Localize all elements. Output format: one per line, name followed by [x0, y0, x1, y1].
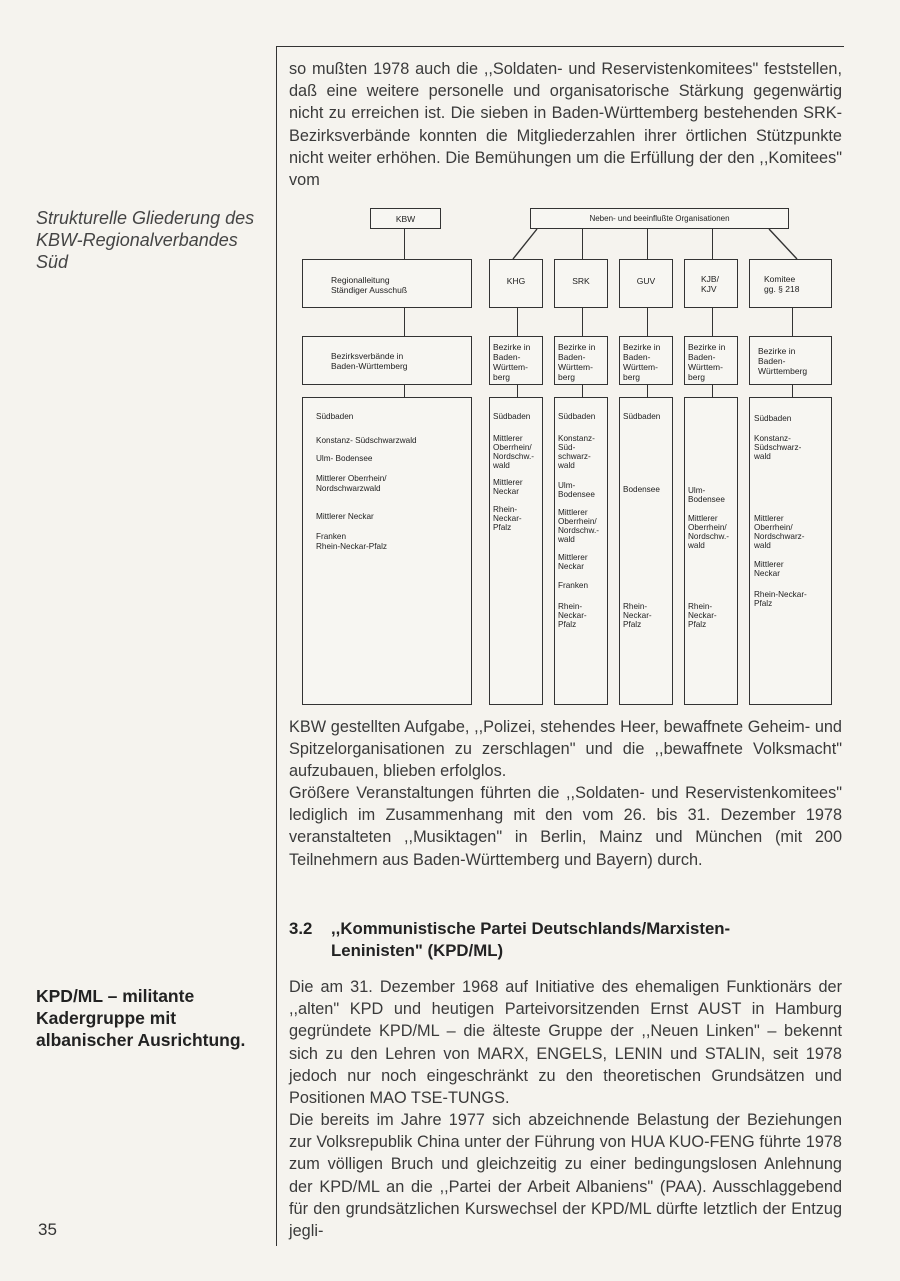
komitee-box	[749, 259, 832, 308]
bezirke-line: Württem-	[558, 362, 593, 372]
list-item: Pfalz	[754, 599, 773, 608]
list-item: Neckar-	[558, 611, 587, 620]
bezirke-line: Bezirke in	[623, 342, 661, 352]
list-item: Mittlerer	[754, 514, 784, 523]
bezirke-line: Württemberg	[758, 366, 808, 376]
bezirke-line: berg	[688, 372, 706, 382]
list-item: Rhein-Neckar-	[754, 590, 807, 599]
khg-label: KHG	[506, 276, 526, 286]
bezirke-line: Bezirke in	[493, 342, 531, 352]
paragraph-bottom-2: Die bereits im Jahre 1977 sich abzeichnende Belastung der Beziehungen zur Volksrepublik China unter der Führung von HUA KUO-FENG führte 1978 zum völligen Bruch und gleichzeitig zu einer bedingungslosen Anlehnung der KPD/ML an die ,,Partei der Arbeit Albaniens" (PAA). Ausschlaggebend für den grundsätzlichen Kurswechsel der KPD/ML dürfte letztlich der Entzug jegli-	[289, 1111, 842, 1241]
bezirke-line: Bezirke in	[558, 342, 596, 352]
srk-label: SRK	[572, 276, 590, 286]
kjb-label-2: KJV	[701, 284, 717, 294]
regionalleitung-box	[302, 259, 472, 308]
list-item: Ulm- Bodensee	[316, 454, 373, 463]
list-item: Bodensee	[623, 485, 660, 494]
list-item: Südbaden	[316, 412, 354, 421]
connector-line	[582, 308, 583, 336]
bezirke-line: Baden-	[558, 352, 586, 362]
kbw-label: KBW	[395, 214, 416, 224]
list-item: Mittlerer	[493, 478, 523, 487]
srk-bezirke-list	[554, 397, 608, 705]
list-item: Südbaden	[558, 412, 596, 421]
list-item: Süd-	[558, 443, 576, 452]
list-item: Rhein-	[688, 602, 713, 611]
bezirksverbaende-label-1: Bezirksverbände in	[331, 351, 404, 361]
list-item: wald	[688, 541, 705, 550]
guv-label: GUV	[636, 276, 656, 286]
kjb-bezirke-box	[684, 336, 738, 385]
list-item: Oberrhein/	[688, 523, 727, 532]
bezirke-line: Bezirke in	[688, 342, 726, 352]
list-item: Mittlerer Oberrhein/	[316, 474, 387, 483]
list-item: wald	[754, 452, 771, 461]
list-item: wald	[754, 541, 771, 550]
list-item: Rhein-Neckar-Pfalz	[316, 542, 387, 551]
neben-box	[530, 208, 789, 229]
list-item: Konstanz- Südschwarzwald	[316, 436, 417, 445]
connector-line	[792, 385, 793, 397]
connector-line	[517, 385, 518, 397]
komitee-label-1: Komitee	[764, 274, 796, 284]
list-item: Franken	[558, 581, 589, 590]
list-item: Neckar-	[493, 514, 522, 523]
bezirke-line: Bezirke in	[758, 346, 796, 356]
connector-line	[404, 385, 405, 397]
column-divider	[276, 46, 277, 1246]
kjb-bezirke-list	[684, 397, 738, 705]
regionalleitung-label-2: Ständiger Ausschuß	[331, 285, 408, 295]
connector-line	[712, 385, 713, 397]
section-number: 3.2	[289, 919, 313, 938]
list-item: Franken	[316, 532, 347, 541]
list-item: Neckar	[754, 569, 780, 578]
list-item: Konstanz-	[754, 434, 791, 443]
list-item: Nordschw.-	[493, 452, 534, 461]
list-item: Südbaden	[623, 412, 661, 421]
list-item: Nordschw.-	[688, 532, 729, 541]
list-item: Ulm-	[558, 481, 576, 490]
bezirksverbaende-box	[302, 336, 472, 385]
list-item: Mittlerer	[754, 560, 784, 569]
list-item: Oberrhein/	[558, 517, 597, 526]
list-item: Pfalz	[688, 620, 707, 629]
list-item: Mittlerer	[493, 434, 523, 443]
side-heading: KPD/ML – militante Kadergruppe mit albanischer Ausrichtung.	[36, 986, 246, 1050]
connector-line	[647, 385, 648, 397]
list-item: Neckar-	[688, 611, 717, 620]
list-item: Oberrhein/	[754, 523, 793, 532]
list-item: Mittlerer	[558, 553, 588, 562]
srk-bezirke-box	[554, 336, 608, 385]
list-item: Mittlerer Neckar	[316, 512, 374, 521]
khg-bezirke-list	[489, 397, 543, 705]
list-item: Rhein-	[493, 505, 518, 514]
list-item: Neckar	[558, 562, 584, 571]
connector-line	[712, 308, 713, 336]
list-item: wald	[493, 461, 510, 470]
page-number: 35	[38, 1220, 57, 1239]
section-heading	[289, 918, 842, 962]
komitee-bezirke-box	[749, 336, 832, 385]
paragraph-bottom-1: Die am 31. Dezember 1968 auf Initiative des ehemaligen Funktionärs der ,,alten" KPD und heutigen Parteivorsitzenden Ernst AUST in Hamburg gegründete KPD/ML – die älteste Gruppe der ,,Neuen Linken" – bekennt sich zu den Lehren von MARX, ENGELS, LENIN und STALIN, seit 1978 jedoch nur noch eingeschränkt zu den theoretischen Grundsätzen und Positionen MAO TSE-TUNGS.	[289, 978, 842, 1108]
list-item: Pfalz	[558, 620, 577, 629]
connector-line	[792, 308, 793, 336]
list-item: wald	[558, 461, 575, 470]
neben-label: Neben- und beeinflußte Organisationen	[589, 214, 730, 223]
komitee-label-2: gg. § 218	[764, 284, 800, 294]
bezirke-line: berg	[493, 372, 511, 382]
regionalleitung-label-1: Regionalleitung	[331, 275, 390, 285]
bezirke-line: Baden-	[493, 352, 521, 362]
list-item: Ulm-	[688, 486, 706, 495]
list-item: Nordschw.-	[558, 526, 599, 535]
list-item: Südbaden	[493, 412, 531, 421]
org-chart	[287, 205, 842, 715]
bezirke-line: Baden-	[758, 356, 786, 366]
bezirksverbaende-label-2: Baden-Württemberg	[331, 361, 408, 371]
list-item: Bodensee	[688, 495, 725, 504]
side-caption: Strukturelle Gliederung des KBW-Regionalverbandes Süd	[36, 208, 255, 272]
bezirke-line: Baden-	[688, 352, 716, 362]
list-item: Mittlerer	[688, 514, 718, 523]
list-item: Neckar-	[623, 611, 652, 620]
section-title-line-1: ,,Kommunistische Partei Deutschlands/Marxisten-	[331, 919, 731, 938]
list-item: Bodensee	[558, 490, 595, 499]
list-item: Oberrhein/	[493, 443, 532, 452]
list-item: schwarz-	[558, 452, 591, 461]
list-item: Rhein-	[623, 602, 648, 611]
kjb-box	[684, 259, 738, 308]
bezirke-line: berg	[558, 372, 576, 382]
connector-line	[647, 308, 648, 336]
connector-line	[582, 385, 583, 397]
list-item: Konstanz-	[558, 434, 595, 443]
paragraph-top: so mußten 1978 auch die ,,Soldaten- und Reservistenkomitees" feststellen, daß eine weitere personelle und organisatorische Stärkung gegenwärtig nicht zu erreichen ist. Die sieben in Baden-Württemberg bestehenden SRK-Bezirksverbände konnten die Mitgliederzahlen ihrer örtlichen Stützpunkte nicht weiter erhöhen. Die Bemühungen um die Erfüllung der den ,,Komitees" vom	[289, 60, 842, 190]
guv-bezirke-list	[619, 397, 673, 705]
list-item: Neckar	[493, 487, 519, 496]
connector-line	[404, 308, 405, 336]
komitee-bezirke-list	[749, 397, 832, 705]
bezirke-line: Baden-	[623, 352, 651, 362]
kjb-label-1: KJB/	[701, 274, 719, 284]
list-item: Pfalz	[623, 620, 642, 629]
list-item: Mittlerer	[558, 508, 588, 517]
connector-line	[517, 308, 518, 336]
section-title-line-2: Leninisten" (KPD/ML)	[331, 941, 504, 960]
paragraph-mid-1: KBW gestellten Aufgabe, ,,Polizei, stehendes Heer, bewaffnete Geheim- und Spitzelorganisationen zu zerschlagen" und die ,,bewaffnete Volksmacht" aufzubauen, blieben erfolglos.	[289, 718, 842, 781]
list-item: Pfalz	[493, 523, 512, 532]
khg-box	[489, 259, 543, 308]
bezirke-line: Württem-	[688, 362, 723, 372]
top-rule	[276, 46, 844, 47]
khg-bezirke-box	[489, 336, 543, 385]
bezirke-line: Württem-	[493, 362, 528, 372]
kbw-bezirke-list	[302, 397, 472, 705]
srk-box	[554, 259, 608, 308]
kbw-box	[370, 208, 441, 229]
list-item: Nordschwarzwald	[316, 484, 381, 493]
guv-bezirke-box	[619, 336, 673, 385]
list-item: Südschwarz-	[754, 443, 802, 452]
list-item: wald	[558, 535, 575, 544]
bezirke-line: Württem-	[623, 362, 658, 372]
list-item: Nordschwarz-	[754, 532, 805, 541]
guv-box	[619, 259, 673, 308]
bezirke-line: berg	[623, 372, 641, 382]
list-item: Rhein-	[558, 602, 583, 611]
paragraph-mid-2: Größere Veranstaltungen führten die ,,Soldaten- und Reservistenkomitees" lediglich im Zusammenhang mit den vom 26. bis 31. Dezember 1978 veranstalteten ,,Musiktagen" in Berlin, Mainz und München (mit 200 Teilnehmern aus Baden-Württemberg und Bayern) durch.	[289, 784, 842, 869]
list-item: Südbaden	[754, 414, 792, 423]
